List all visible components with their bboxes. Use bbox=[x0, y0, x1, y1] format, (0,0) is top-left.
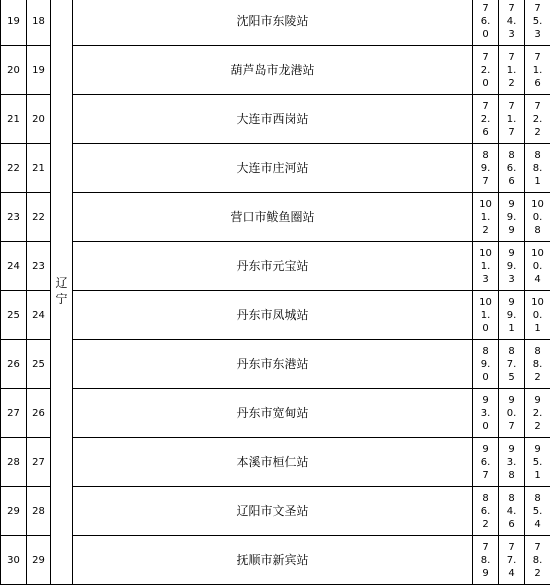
value-cell-3: 7 1. 6 bbox=[525, 46, 550, 95]
value-cell-1: 8 9. 0 bbox=[473, 340, 499, 389]
row-sequence-cell: 27 bbox=[1, 389, 27, 438]
station-name-cell: 辽阳市文圣站 bbox=[73, 487, 473, 536]
row-sequence-cell: 24 bbox=[1, 242, 27, 291]
value-cell-2: 7 4. 3 bbox=[499, 0, 525, 46]
value-cell-2: 9 9. 3 bbox=[499, 242, 525, 291]
province-cell: 辽 宁 bbox=[51, 0, 73, 585]
station-name-cell: 丹东市东港站 bbox=[73, 340, 473, 389]
value-cell-3: 8 8. 2 bbox=[525, 340, 550, 389]
station-number-cell: 26 bbox=[27, 389, 51, 438]
value-cell-2: 7 7. 4 bbox=[499, 536, 525, 585]
value-cell-1: 8 6. 2 bbox=[473, 487, 499, 536]
value-cell-2: 8 6. 6 bbox=[499, 144, 525, 193]
row-sequence-cell: 30 bbox=[1, 536, 27, 585]
value-cell-3: 9 2. 2 bbox=[525, 389, 550, 438]
station-name-cell: 抚顺市新宾站 bbox=[73, 536, 473, 585]
value-cell-1: 10 1. 2 bbox=[473, 193, 499, 242]
row-sequence-cell: 25 bbox=[1, 291, 27, 340]
table-row bbox=[1, 291, 550, 340]
station-name-cell: 丹东市宽甸站 bbox=[73, 389, 473, 438]
value-cell-3: 7 8. 2 bbox=[525, 536, 550, 585]
value-cell-1: 9 3. 0 bbox=[473, 389, 499, 438]
row-sequence-cell: 20 bbox=[1, 46, 27, 95]
value-cell-2: 9 9. 9 bbox=[499, 193, 525, 242]
value-cell-2: 8 7. 5 bbox=[499, 340, 525, 389]
value-cell-3: 7 5. 3 bbox=[525, 0, 550, 46]
station-number-cell: 20 bbox=[27, 95, 51, 144]
row-sequence-cell: 23 bbox=[1, 193, 27, 242]
value-cell-2: 9 0. 7 bbox=[499, 389, 525, 438]
value-cell-2: 9 3. 8 bbox=[499, 438, 525, 487]
value-cell-3: 9 5. 1 bbox=[525, 438, 550, 487]
table-row bbox=[1, 0, 550, 46]
station-number-cell: 29 bbox=[27, 536, 51, 585]
station-number-cell: 22 bbox=[27, 193, 51, 242]
station-name-cell: 葫芦岛市龙港站 bbox=[73, 46, 473, 95]
value-cell-3: 8 8. 1 bbox=[525, 144, 550, 193]
value-cell-1: 7 2. 6 bbox=[473, 95, 499, 144]
station-name-cell: 丹东市元宝站 bbox=[73, 242, 473, 291]
table-row bbox=[1, 144, 550, 193]
table-row bbox=[1, 95, 550, 144]
station-name-cell: 丹东市凤城站 bbox=[73, 291, 473, 340]
station-number-cell: 28 bbox=[27, 487, 51, 536]
table-row bbox=[1, 389, 550, 438]
value-cell-3: 7 2. 2 bbox=[525, 95, 550, 144]
value-cell-1: 8 9. 7 bbox=[473, 144, 499, 193]
station-name-cell: 沈阳市东陵站 bbox=[73, 0, 473, 46]
row-sequence-cell: 29 bbox=[1, 487, 27, 536]
station-number-cell: 18 bbox=[27, 0, 51, 46]
value-cell-1: 7 6. 0 bbox=[473, 0, 499, 46]
row-sequence-cell: 28 bbox=[1, 438, 27, 487]
value-cell-2: 7 1. 7 bbox=[499, 95, 525, 144]
station-number-cell: 23 bbox=[27, 242, 51, 291]
row-sequence-cell: 21 bbox=[1, 95, 27, 144]
station-name-cell: 大连市西岗站 bbox=[73, 95, 473, 144]
station-number-cell: 21 bbox=[27, 144, 51, 193]
value-cell-3: 8 5. 4 bbox=[525, 487, 550, 536]
value-cell-1: 7 8. 9 bbox=[473, 536, 499, 585]
station-number-cell: 25 bbox=[27, 340, 51, 389]
station-name-cell: 大连市庄河站 bbox=[73, 144, 473, 193]
table-row bbox=[1, 536, 550, 585]
value-cell-2: 7 1. 2 bbox=[499, 46, 525, 95]
value-cell-3: 10 0. 8 bbox=[525, 193, 550, 242]
value-cell-2: 9 9. 1 bbox=[499, 291, 525, 340]
station-number-cell: 27 bbox=[27, 438, 51, 487]
table-row bbox=[1, 242, 550, 291]
value-cell-3: 10 0. 4 bbox=[525, 242, 550, 291]
row-sequence-cell: 22 bbox=[1, 144, 27, 193]
row-sequence-cell: 19 bbox=[1, 0, 27, 46]
value-cell-2: 8 4. 6 bbox=[499, 487, 525, 536]
table-row bbox=[1, 193, 550, 242]
value-cell-1: 7 2. 0 bbox=[473, 46, 499, 95]
value-cell-1: 10 1. 3 bbox=[473, 242, 499, 291]
row-sequence-cell: 26 bbox=[1, 340, 27, 389]
station-number-cell: 19 bbox=[27, 46, 51, 95]
station-name-cell: 营口市鲅鱼圈站 bbox=[73, 193, 473, 242]
table-row bbox=[1, 438, 550, 487]
station-number-cell: 24 bbox=[27, 291, 51, 340]
table-row bbox=[1, 340, 550, 389]
value-cell-1: 10 1. 0 bbox=[473, 291, 499, 340]
table-row bbox=[1, 46, 550, 95]
table-row bbox=[1, 487, 550, 536]
value-cell-3: 10 0. 1 bbox=[525, 291, 550, 340]
station-name-cell: 本溪市桓仁站 bbox=[73, 438, 473, 487]
value-cell-1: 9 6. 7 bbox=[473, 438, 499, 487]
